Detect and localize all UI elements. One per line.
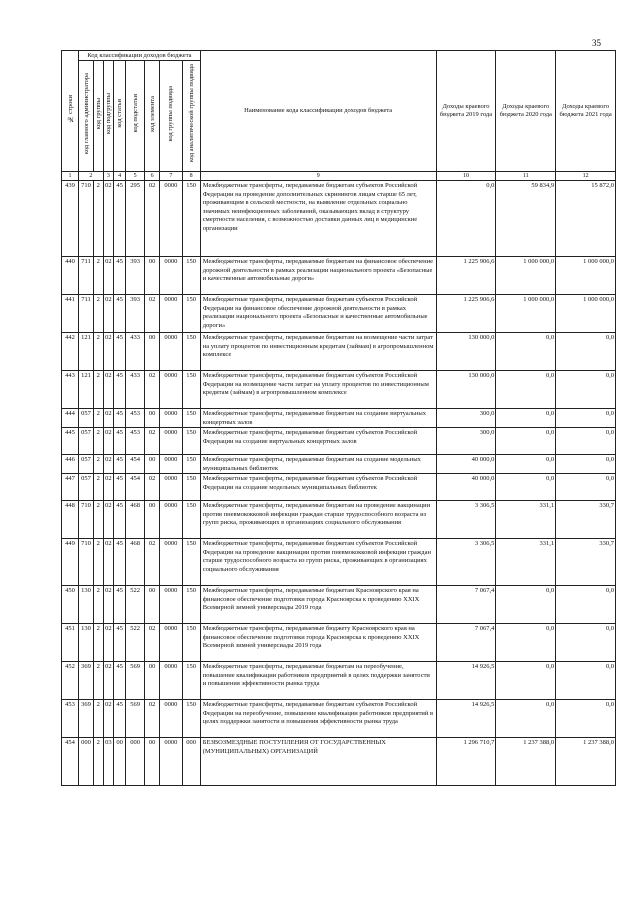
code-cell: 468 bbox=[126, 539, 145, 586]
code-cell: 150 bbox=[182, 257, 200, 295]
row-number-cell: 451 bbox=[62, 624, 79, 662]
income-2020-cell: 0,0 bbox=[496, 455, 556, 474]
income-2020-cell: 0,0 bbox=[496, 428, 556, 455]
income-2019-cell: 130 000,0 bbox=[436, 333, 496, 371]
column-number: 10 bbox=[436, 172, 496, 181]
code-cell: 522 bbox=[126, 624, 145, 662]
column-number: 4 bbox=[114, 172, 126, 181]
code-cell: 453 bbox=[126, 428, 145, 455]
code-cell: 057 bbox=[79, 428, 94, 455]
table-row bbox=[62, 455, 616, 474]
code-cell: 2 bbox=[94, 501, 104, 539]
code-cell: 569 bbox=[126, 662, 145, 700]
column-number: 11 bbox=[496, 172, 556, 181]
name-cell: Межбюджетные трансферты, передаваемые бюджету Красноярского края на финансовое обеспечение подготовки города Красноярска к проведению XXIX Всемирной зимней универсиады 2019 года bbox=[200, 624, 436, 662]
income-2020-cell: 0,0 bbox=[496, 586, 556, 624]
income-2020-cell: 331,1 bbox=[496, 539, 556, 586]
code-cell: 2 bbox=[94, 455, 104, 474]
code-cell: 369 bbox=[79, 662, 94, 700]
code-cell: 00 bbox=[145, 586, 160, 624]
name-cell: Межбюджетные трансферты, передаваемые бюджетам на проведение вакцинации против пневмококковой инфекции граждан старше трудоспособного возраста из групп риска, проживающих в организациях социального обслуживания bbox=[200, 501, 436, 539]
header-code-col-2: код группы bbox=[94, 61, 104, 172]
code-cell: 0000 bbox=[160, 181, 182, 257]
code-cell: 00 bbox=[145, 257, 160, 295]
code-cell: 0000 bbox=[160, 409, 182, 428]
income-2020-cell: 0,0 bbox=[496, 333, 556, 371]
table-row bbox=[62, 181, 616, 257]
code-cell: 0000 bbox=[160, 371, 182, 409]
income-2019-cell: 300,0 bbox=[436, 428, 496, 455]
code-cell: 0000 bbox=[160, 501, 182, 539]
code-cell: 433 bbox=[126, 333, 145, 371]
code-cell: 45 bbox=[114, 295, 126, 333]
code-cell: 00 bbox=[145, 455, 160, 474]
code-cell: 00 bbox=[145, 738, 160, 786]
code-cell: 2 bbox=[94, 371, 104, 409]
header-income-2021: Доходы краевого бюджета 2021 года bbox=[556, 51, 616, 172]
code-cell: 711 bbox=[79, 295, 94, 333]
code-cell: 45 bbox=[114, 662, 126, 700]
code-cell: 02 bbox=[103, 624, 114, 662]
code-cell: 2 bbox=[94, 738, 104, 786]
row-number-cell: 439 bbox=[62, 181, 79, 257]
table-row bbox=[62, 333, 616, 371]
header-code-col-1: код главного администратора bbox=[79, 61, 94, 172]
code-cell: 0000 bbox=[160, 474, 182, 501]
row-number-cell: 446 bbox=[62, 455, 79, 474]
name-cell: Межбюджетные трансферты, передаваемые бюджетам субъектов Российской Федерации на создание модельных муниципальных библиотек bbox=[200, 474, 436, 501]
code-cell: 02 bbox=[145, 428, 160, 455]
header-row-number: № строки bbox=[62, 51, 79, 172]
table-row bbox=[62, 700, 616, 738]
code-cell: 00 bbox=[145, 662, 160, 700]
income-2019-cell: 40 000,0 bbox=[436, 455, 496, 474]
code-cell: 02 bbox=[103, 257, 114, 295]
code-cell: 453 bbox=[126, 409, 145, 428]
income-2019-cell: 3 306,5 bbox=[436, 501, 496, 539]
code-cell: 02 bbox=[145, 700, 160, 738]
column-number: 1 bbox=[62, 172, 79, 181]
name-cell: Межбюджетные трансферты, передаваемые бюджетам на возмещение части затрат на уплату процентов по инвестиционным кредитам (займам) в агропромышленном комплексе bbox=[200, 333, 436, 371]
table-row bbox=[62, 295, 616, 333]
code-cell: 150 bbox=[182, 455, 200, 474]
income-2020-cell: 1 000 000,0 bbox=[496, 295, 556, 333]
header-code-col-6: код элемента bbox=[145, 61, 160, 172]
code-cell: 468 bbox=[126, 501, 145, 539]
name-cell: Межбюджетные трансферты, передаваемые бюджетам субъектов Российской Федерации на проведение дополнительных скринингов лицам старше 65 лет, проживающим в сельской местности, на выявление отдельных социально значимых неинфекционных заболеваний, оказывающих вклад в структуру смертности населения, с возможностью доставки данных лиц в медицинские организации bbox=[200, 181, 436, 257]
code-cell: 0000 bbox=[160, 586, 182, 624]
code-cell: 150 bbox=[182, 333, 200, 371]
code-cell: 2 bbox=[94, 333, 104, 371]
code-cell: 150 bbox=[182, 662, 200, 700]
column-number: 5 bbox=[126, 172, 145, 181]
income-2020-cell: 0,0 bbox=[496, 700, 556, 738]
code-cell: 000 bbox=[126, 738, 145, 786]
header-income-2020: Доходы краевого бюджета 2020 года bbox=[496, 51, 556, 172]
code-cell: 0000 bbox=[160, 662, 182, 700]
income-2021-cell: 0,0 bbox=[556, 662, 616, 700]
table-row bbox=[62, 539, 616, 586]
income-2021-cell: 0,0 bbox=[556, 409, 616, 428]
code-cell: 0000 bbox=[160, 428, 182, 455]
row-number-cell: 454 bbox=[62, 738, 79, 786]
code-cell: 02 bbox=[103, 181, 114, 257]
code-cell: 45 bbox=[114, 257, 126, 295]
row-number-cell: 440 bbox=[62, 257, 79, 295]
table-row bbox=[62, 409, 616, 428]
row-number-cell: 444 bbox=[62, 409, 79, 428]
income-2021-cell: 0,0 bbox=[556, 700, 616, 738]
code-cell: 2 bbox=[94, 257, 104, 295]
code-cell: 45 bbox=[114, 409, 126, 428]
income-2019-cell: 1 225 906,6 bbox=[436, 295, 496, 333]
column-number: 2 bbox=[79, 172, 104, 181]
name-cell: Межбюджетные трансферты, передаваемые бюджетам на переобучение, повышение квалификации работников предприятий в целях поддержки занятости и повышения эффективности рынка труда bbox=[200, 662, 436, 700]
code-cell: 2 bbox=[94, 295, 104, 333]
code-cell: 150 bbox=[182, 295, 200, 333]
header-name: Наименование кода классификации доходов бюджета bbox=[200, 51, 436, 172]
code-cell: 02 bbox=[103, 455, 114, 474]
code-cell: 02 bbox=[103, 474, 114, 501]
code-cell: 02 bbox=[103, 295, 114, 333]
income-2019-cell: 7 067,4 bbox=[436, 624, 496, 662]
code-cell: 393 bbox=[126, 295, 145, 333]
income-2020-cell: 331,1 bbox=[496, 501, 556, 539]
code-cell: 0000 bbox=[160, 257, 182, 295]
code-cell: 150 bbox=[182, 371, 200, 409]
code-cell: 45 bbox=[114, 371, 126, 409]
code-cell: 02 bbox=[145, 295, 160, 333]
code-cell: 45 bbox=[114, 501, 126, 539]
column-number: 12 bbox=[556, 172, 616, 181]
header-code-col-4: код статьи bbox=[114, 61, 126, 172]
income-2019-cell: 1 296 710,7 bbox=[436, 738, 496, 786]
code-cell: 03 bbox=[103, 738, 114, 786]
code-cell: 0000 bbox=[160, 539, 182, 586]
name-cell: Межбюджетные трансферты, передаваемые бюджетам на финансовое обеспечение дорожной деятельности в рамках реализации национального проекта «Безопасные и качественные автомобильные дороги» bbox=[200, 257, 436, 295]
row-number-cell: 452 bbox=[62, 662, 79, 700]
code-cell: 0000 bbox=[160, 738, 182, 786]
code-cell: 522 bbox=[126, 586, 145, 624]
table-row bbox=[62, 738, 616, 786]
income-2020-cell: 0,0 bbox=[496, 371, 556, 409]
income-2021-cell: 0,0 bbox=[556, 474, 616, 501]
code-cell: 0000 bbox=[160, 333, 182, 371]
column-number: 7 bbox=[160, 172, 182, 181]
row-number-cell: 445 bbox=[62, 428, 79, 455]
table-row bbox=[62, 501, 616, 539]
income-2021-cell: 330,7 bbox=[556, 539, 616, 586]
name-cell: Межбюджетные трансферты, передаваемые бюджетам субъектов Российской Федерации на переобучение, повышение квалификации работников предприятий в целях поддержки занятости и повышения эффективности рынка труда bbox=[200, 700, 436, 738]
code-cell: 2 bbox=[94, 409, 104, 428]
table-row bbox=[62, 371, 616, 409]
table-row bbox=[62, 586, 616, 624]
code-cell: 057 bbox=[79, 474, 94, 501]
code-cell: 45 bbox=[114, 624, 126, 662]
column-number-row bbox=[62, 172, 616, 181]
income-2019-cell: 40 000,0 bbox=[436, 474, 496, 501]
income-2019-cell: 300,0 bbox=[436, 409, 496, 428]
name-cell: Межбюджетные трансферты, передаваемые бюджетам субъектов Российской Федерации на возмещение части затрат на уплату процентов по инвестиционным кредитам (займам) в агропромышленном комплексе bbox=[200, 371, 436, 409]
code-cell: 2 bbox=[94, 474, 104, 501]
income-2020-cell: 0,0 bbox=[496, 474, 556, 501]
column-number: 8 bbox=[182, 172, 200, 181]
code-cell: 150 bbox=[182, 501, 200, 539]
header-income-2019: Доходы краевого бюджета 2019 года bbox=[436, 51, 496, 172]
income-2020-cell: 0,0 bbox=[496, 662, 556, 700]
code-cell: 000 bbox=[182, 738, 200, 786]
code-cell: 150 bbox=[182, 586, 200, 624]
table-row bbox=[62, 257, 616, 295]
code-cell: 2 bbox=[94, 586, 104, 624]
code-cell: 2 bbox=[94, 539, 104, 586]
name-cell: Межбюджетные трансферты, передаваемые бюджетам на создание виртуальных концертных залов bbox=[200, 409, 436, 428]
code-cell: 057 bbox=[79, 409, 94, 428]
code-cell: 02 bbox=[103, 371, 114, 409]
income-2020-cell: 0,0 bbox=[496, 409, 556, 428]
code-cell: 150 bbox=[182, 700, 200, 738]
income-2021-cell: 1 237 388,0 bbox=[556, 738, 616, 786]
name-cell: Межбюджетные трансферты, передаваемые бюджетам субъектов Российской Федерации на финансовое обеспечение дорожной деятельности в рамках реализации национального проекта «Безопасные и качественные автомобильные дороги» bbox=[200, 295, 436, 333]
income-2020-cell: 1 000 000,0 bbox=[496, 257, 556, 295]
code-cell: 710 bbox=[79, 181, 94, 257]
income-2021-cell: 330,7 bbox=[556, 501, 616, 539]
income-2019-cell: 130 000,0 bbox=[436, 371, 496, 409]
code-cell: 45 bbox=[114, 700, 126, 738]
income-2021-cell: 0,0 bbox=[556, 333, 616, 371]
code-cell: 02 bbox=[103, 501, 114, 539]
income-2021-cell: 0,0 bbox=[556, 371, 616, 409]
income-2021-cell: 0,0 bbox=[556, 586, 616, 624]
income-2021-cell: 1 000 000,0 bbox=[556, 295, 616, 333]
name-cell: Межбюджетные трансферты, передаваемые бюджетам на создание модельных муниципальных библиотек bbox=[200, 455, 436, 474]
income-2020-cell: 59 834,9 bbox=[496, 181, 556, 257]
code-cell: 02 bbox=[103, 700, 114, 738]
column-number: 6 bbox=[145, 172, 160, 181]
row-number-cell: 448 bbox=[62, 501, 79, 539]
code-cell: 02 bbox=[145, 474, 160, 501]
code-cell: 00 bbox=[145, 501, 160, 539]
code-cell: 2 bbox=[94, 181, 104, 257]
income-2019-cell: 1 225 906,6 bbox=[436, 257, 496, 295]
row-number-cell: 442 bbox=[62, 333, 79, 371]
code-cell: 454 bbox=[126, 474, 145, 501]
header-classification-group: Код классификации доходов бюджета bbox=[79, 51, 201, 61]
income-2019-cell: 7 067,4 bbox=[436, 586, 496, 624]
table-row bbox=[62, 662, 616, 700]
income-2020-cell: 0,0 bbox=[496, 624, 556, 662]
code-cell: 710 bbox=[79, 501, 94, 539]
code-cell: 02 bbox=[145, 624, 160, 662]
name-cell: Межбюджетные трансферты, передаваемые бюджетам субъектов Российской Федерации на проведение вакцинации против пневмококковой инфекции граждан старше трудоспособного возраста из групп риска, проживающих в организациях социального обслуживания bbox=[200, 539, 436, 586]
table-row bbox=[62, 474, 616, 501]
code-cell: 0000 bbox=[160, 700, 182, 738]
table-row bbox=[62, 624, 616, 662]
row-number-cell: 441 bbox=[62, 295, 79, 333]
row-number-cell: 449 bbox=[62, 539, 79, 586]
page-number: 35 bbox=[592, 38, 601, 48]
income-2021-cell: 0,0 bbox=[556, 455, 616, 474]
income-2019-cell: 0,0 bbox=[436, 181, 496, 257]
code-cell: 02 bbox=[103, 586, 114, 624]
income-2021-cell: 15 872,0 bbox=[556, 181, 616, 257]
code-cell: 0000 bbox=[160, 624, 182, 662]
income-2020-cell: 1 237 388,0 bbox=[496, 738, 556, 786]
code-cell: 02 bbox=[145, 371, 160, 409]
budget-income-table bbox=[61, 50, 616, 786]
code-cell: 000 bbox=[79, 738, 94, 786]
code-cell: 393 bbox=[126, 257, 145, 295]
code-cell: 45 bbox=[114, 474, 126, 501]
code-cell: 45 bbox=[114, 539, 126, 586]
code-cell: 00 bbox=[145, 333, 160, 371]
code-cell: 02 bbox=[145, 539, 160, 586]
header-code-col-5: код подстатьи bbox=[126, 61, 145, 172]
code-cell: 45 bbox=[114, 333, 126, 371]
code-cell: 130 bbox=[79, 586, 94, 624]
code-cell: 45 bbox=[114, 455, 126, 474]
income-2019-cell: 14 926,5 bbox=[436, 662, 496, 700]
code-cell: 0000 bbox=[160, 455, 182, 474]
income-2019-cell: 14 926,5 bbox=[436, 700, 496, 738]
code-cell: 150 bbox=[182, 624, 200, 662]
header-code-col-7: код группы подвида bbox=[160, 61, 182, 172]
code-cell: 121 bbox=[79, 371, 94, 409]
code-cell: 454 bbox=[126, 455, 145, 474]
code-cell: 2 bbox=[94, 624, 104, 662]
code-cell: 2 bbox=[94, 428, 104, 455]
income-2021-cell: 1 000 000,0 bbox=[556, 257, 616, 295]
column-number: 3 bbox=[103, 172, 114, 181]
code-cell: 2 bbox=[94, 662, 104, 700]
code-cell: 150 bbox=[182, 181, 200, 257]
code-cell: 02 bbox=[145, 181, 160, 257]
code-cell: 569 bbox=[126, 700, 145, 738]
row-number-cell: 443 bbox=[62, 371, 79, 409]
code-cell: 02 bbox=[103, 409, 114, 428]
code-cell: 121 bbox=[79, 333, 94, 371]
code-cell: 45 bbox=[114, 428, 126, 455]
code-cell: 02 bbox=[103, 333, 114, 371]
name-cell: Межбюджетные трансферты, передаваемые бюджетам субъектов Российской Федерации на создание виртуальных концертных залов bbox=[200, 428, 436, 455]
row-number-cell: 447 bbox=[62, 474, 79, 501]
code-cell: 710 bbox=[79, 539, 94, 586]
code-cell: 00 bbox=[114, 738, 126, 786]
code-cell: 0000 bbox=[160, 295, 182, 333]
header-code-col-3: код подгруппы bbox=[103, 61, 114, 172]
name-cell: БЕЗВОЗМЕЗДНЫЕ ПОСТУПЛЕНИЯ ОТ ГОСУДАРСТВЕННЫХ (МУНИЦИПАЛЬНЫХ) ОРГАНИЗАЦИЙ bbox=[200, 738, 436, 786]
code-cell: 150 bbox=[182, 539, 200, 586]
row-number-cell: 453 bbox=[62, 700, 79, 738]
code-cell: 057 bbox=[79, 455, 94, 474]
code-cell: 130 bbox=[79, 624, 94, 662]
income-2019-cell: 3 306,5 bbox=[436, 539, 496, 586]
table-row bbox=[62, 428, 616, 455]
row-number-cell: 450 bbox=[62, 586, 79, 624]
header-code-col-8: код аналитической группы подвида bbox=[182, 61, 200, 172]
code-cell: 02 bbox=[103, 539, 114, 586]
column-number: 9 bbox=[200, 172, 436, 181]
code-cell: 150 bbox=[182, 428, 200, 455]
income-2021-cell: 0,0 bbox=[556, 428, 616, 455]
code-cell: 369 bbox=[79, 700, 94, 738]
code-cell: 433 bbox=[126, 371, 145, 409]
code-cell: 711 bbox=[79, 257, 94, 295]
code-cell: 45 bbox=[114, 586, 126, 624]
code-cell: 02 bbox=[103, 428, 114, 455]
code-cell: 45 bbox=[114, 181, 126, 257]
code-cell: 2 bbox=[94, 700, 104, 738]
code-cell: 02 bbox=[103, 662, 114, 700]
code-cell: 150 bbox=[182, 409, 200, 428]
code-cell: 00 bbox=[145, 409, 160, 428]
name-cell: Межбюджетные трансферты, передаваемые бюджетам Красноярского края на финансовое обеспечение подготовки города Красноярска к проведению XXIX Всемирной зимней универсиады 2019 года bbox=[200, 586, 436, 624]
income-2021-cell: 0,0 bbox=[556, 624, 616, 662]
code-cell: 295 bbox=[126, 181, 145, 257]
code-cell: 150 bbox=[182, 474, 200, 501]
